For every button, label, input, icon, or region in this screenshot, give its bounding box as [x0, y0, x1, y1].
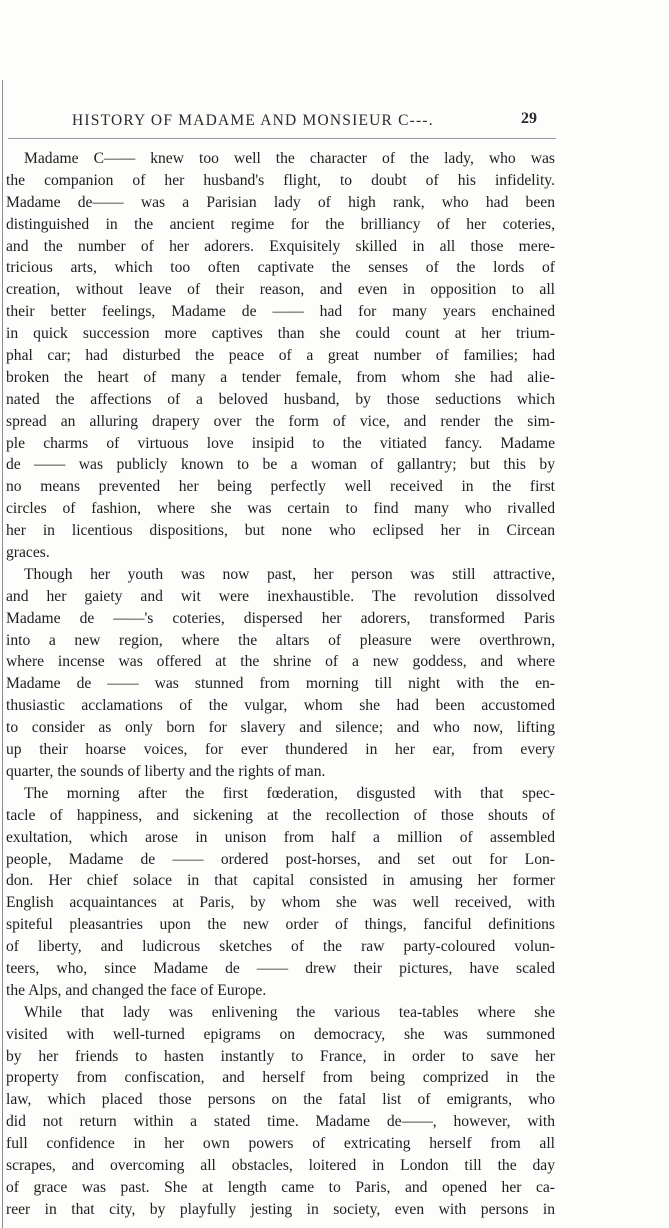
text-line: creation, without leave of their reason, and even in opposition to all: [6, 281, 555, 299]
text-line: scrapes, and overcoming all obstacles, loitered in London till the day: [6, 1156, 555, 1174]
text-line: property from confiscation, and herself from being comprized in the: [6, 1069, 555, 1087]
text-line: Madame de—— was a Parisian lady of high rank, who had been: [6, 193, 555, 211]
text-line: quarter, the sounds of liberty and the rights of man.: [6, 762, 326, 780]
text-line: her in licentious dispositions, but none who eclipsed her in Circean: [6, 522, 555, 540]
text-line: Madame de —— was stunned from morning till night with the en-: [6, 675, 555, 693]
text-line: thusiastic acclamations of the vulgar, whom she had been accustomed: [6, 697, 555, 715]
text-line: spread an alluring drapery over the form of vice, and render the sim-: [6, 412, 555, 430]
text-line: The morning after the first fœderation, disgusted with that spec-: [24, 784, 555, 802]
text-line: their better feelings, Madame de —— had for many years enchained: [6, 303, 555, 321]
text-line: tricious arts, which too often captivate the senses of the lords of: [6, 259, 555, 277]
running-head: HISTORY OF MADAME AND MONSIEUR C---.: [72, 112, 434, 129]
text-line: and the number of her adorers. Exquisitely skilled in all those mere-: [6, 237, 555, 255]
text-line: no means prevented her being perfectly well received in the first: [6, 478, 555, 496]
text-line: of liberty, and ludicrous sketches of the raw party-coloured volun-: [6, 938, 555, 956]
text-line: tacle of happiness, and sickening at the recollection of those shouts of: [6, 806, 555, 824]
text-line: the Alps, and changed the face of Europe.: [6, 981, 267, 999]
text-line: exultation, which arose in unison from half a million of assembled: [6, 828, 555, 846]
page-edge-rule: [2, 80, 3, 1228]
page-number: 29: [521, 110, 537, 127]
text-line: distinguished in the ancient regime for the brilliancy of her coteries,: [6, 215, 555, 233]
text-line: Though her youth was now past, her person was still attractive,: [24, 565, 555, 583]
text-line: phal car; had disturbed the peace of a great number of families; had: [6, 347, 555, 365]
body-text: [6, 148, 555, 1218]
text-line: and her gaiety and wit were inexhaustible. The revolution dissolved: [6, 587, 555, 605]
text-line: to consider as only born for slavery and silence; and who now, lifting: [6, 719, 555, 737]
text-line: circles of fashion, where she was certain to find many who rivalled: [6, 500, 555, 518]
text-line: visited with well-turned epigrams on democracy, she was summoned: [6, 1025, 555, 1043]
text-line: Madame de ——'s coteries, dispersed her adorers, transformed Paris: [6, 609, 555, 627]
text-line: did not return within a stated time. Madame de——, however, with: [6, 1113, 555, 1131]
text-line: in quick succession more captives than she could count at her trium-: [6, 325, 555, 343]
text-line: by her friends to hasten instantly to France, in order to save her: [6, 1047, 555, 1065]
text-line: ple charms of virtuous love insipid to the vitiated fancy. Madame: [6, 434, 555, 452]
text-line: broken the heart of many a tender female, from whom she had alie-: [6, 368, 555, 386]
text-line: of grace was past. She at length came to Paris, and opened her ca-: [6, 1178, 555, 1196]
text-line: the companion of her husband's flight, to doubt of his infidelity.: [6, 171, 555, 189]
text-line: reer in that city, by playfully jesting in society, even with persons in: [6, 1200, 555, 1218]
text-line: don. Her chief solace in that capital consisted in amusing her former: [6, 872, 555, 890]
text-line: Madame C—— knew too well the character of the lady, who was: [24, 150, 555, 167]
text-line: teers, who, since Madame de —— drew their pictures, have scaled: [6, 959, 555, 977]
text-line: de —— was publicly known to be a woman of gallantry; but this by: [6, 456, 555, 474]
text-line: into a new region, where the altars of pleasure were overthrown,: [6, 631, 555, 649]
text-line: While that lady was enlivening the various tea-tables where she: [24, 1003, 555, 1021]
text-line: English acquaintances at Paris, by whom she was well received, with: [6, 894, 555, 912]
text-line: people, Madame de —— ordered post-horses, and set out for Lon-: [6, 850, 555, 868]
text-line: where incense was offered at the shrine of a new goddess, and where: [6, 653, 555, 671]
text-line: full confidence in her own powers of extricating herself from all: [6, 1135, 555, 1153]
header-divider: [8, 138, 556, 139]
text-line: law, which placed those persons on the fatal list of emigrants, who: [6, 1091, 555, 1109]
text-line: up their hoarse voices, for ever thundered in her ear, from every: [6, 741, 555, 759]
text-line: graces.: [6, 544, 50, 562]
text-line: spiteful pleasantries upon the new order of things, fanciful definitions: [6, 916, 555, 934]
text-line: nated the affections of a beloved husband, by those seductions which: [6, 390, 555, 408]
